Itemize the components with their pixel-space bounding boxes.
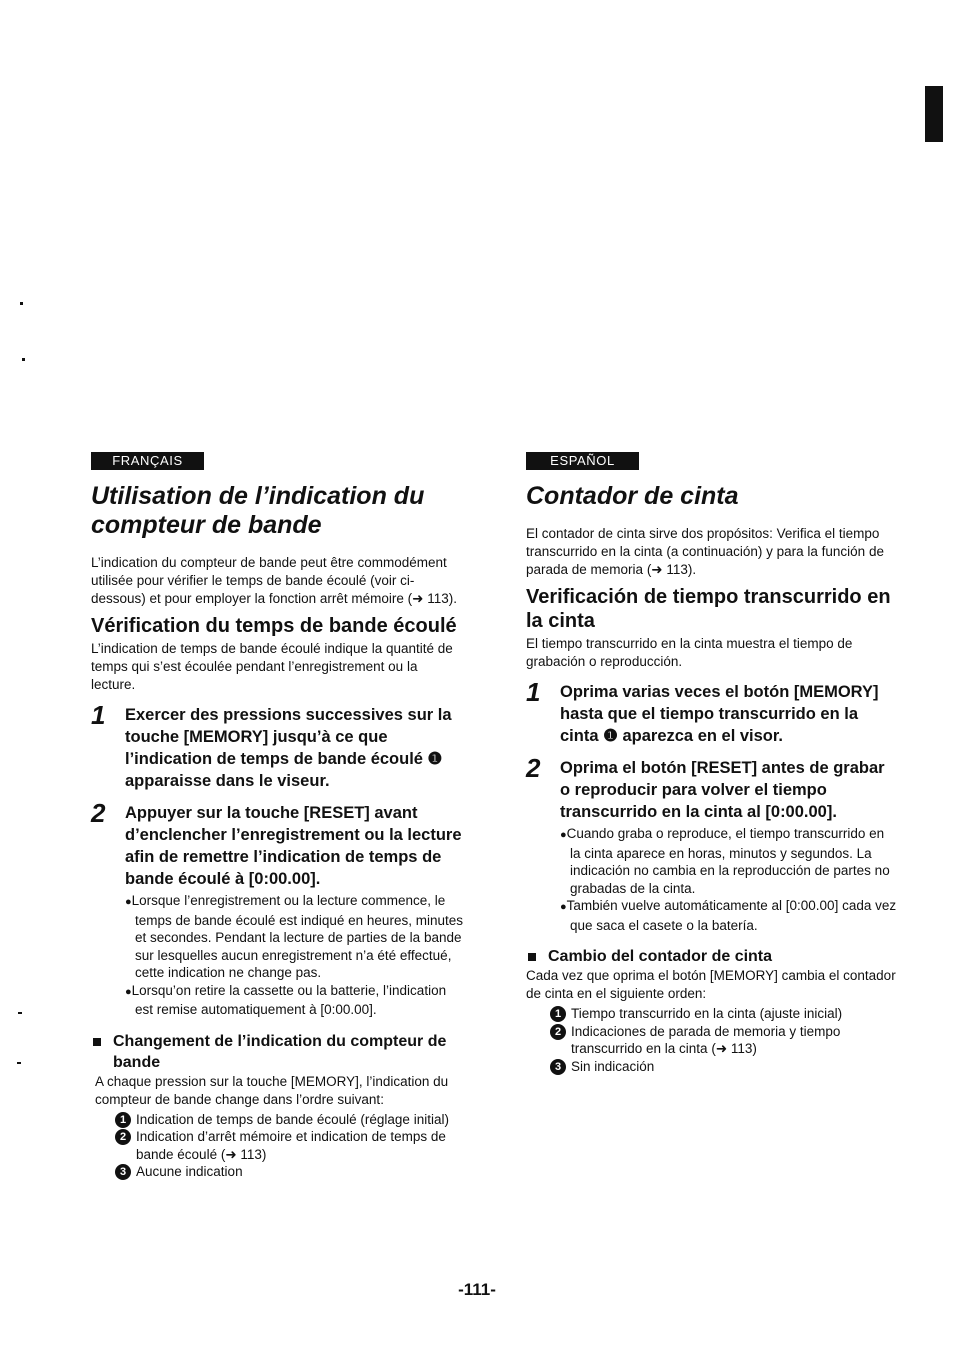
subheading: Vérification du temps de bande écoulé [91,615,457,637]
step-number: 1 [526,677,541,707]
order-text: Indication d’arrêt mémoire et indication de temps de bande écoulé (➜ 113) [136,1129,446,1162]
intro-paragraph: El contador de cinta sirve dos propósitos: Verifica el tiempo transcurrido en la cinta (a continuación) y para la función de parada de memoria (➜ 113). [526,526,884,577]
square-bullet-icon [93,1038,101,1046]
step-2 [526,753,898,823]
step-number: 2 [526,753,541,783]
subheading-paragraph: L’indication de temps de bande écoulé indique la quantité de temps qui s’est écoulée pendant l’enregistrement ou la lecture. [91,641,453,692]
order-item [550,1058,898,1076]
section-title: Utilisation de l’indication du compteur de bande [91,482,425,539]
circled-number-icon: 3 [550,1059,566,1075]
step-instruction: Oprima varias veces el botón [MEMORY] hasta que el tiempo transcurrido en la cinta ❶ aparezca en el visor. [560,683,879,745]
order-text: Sin indicación [571,1058,655,1074]
subsection-paragraph: A chaque pression sur la touche [MEMORY], l’indication du compteur de bande change dans l’ordre suivant: [95,1073,449,1107]
scan-speck [20,302,23,305]
circled-number-icon: 1 [115,1112,131,1128]
circled-number-icon: 2 [550,1024,566,1040]
bullet-icon: ● [125,985,132,998]
page-edge-tab [925,86,943,142]
subheading-paragraph: El tiempo transcurrido en la cinta muestra el tiempo de grabación o reproducción. [526,636,853,669]
counter-change-heading [91,1031,463,1073]
step-number: 2 [91,798,106,828]
circled-number-icon: 2 [115,1129,131,1145]
section-title: Contador de cinta [526,482,739,510]
scan-speck [18,1012,22,1014]
scan-speck [17,1062,21,1064]
order-list [550,1005,898,1075]
subsection-title: Cambio del contador de cinta [548,948,773,965]
note-list [560,825,898,934]
circled-number-icon: 3 [115,1164,131,1180]
note-text: También vuelve automáticamente al [0:00.00] cada vez que saca el casete o la batería. [566,898,897,933]
bullet-icon: ● [560,829,567,841]
subsection-title: Changement de l’indication du compteur de bande [113,1032,447,1071]
step-2 [91,798,463,890]
order-text: Indicaciones de parada de memoria y tiempo transcurrido en la cinta (➜ 113) [571,1023,841,1056]
order-text: Indication de temps de bande écoulé (réglage initial) [136,1111,449,1127]
order-item [115,1128,463,1163]
circled-number-icon: 1 [550,1006,566,1022]
order-item [550,1005,898,1023]
note-item [125,982,463,1019]
scan-speck [22,358,25,361]
step-1 [91,700,463,792]
page-number: -111- [458,1280,496,1299]
note-text: Lorsqu’on retire la cassette ou la batterie, l’indication est remise automatiquement à [0:00.00]. [131,982,447,1017]
step-instruction: Oprima el botón [RESET] antes de grabar o reproducir para volver el tiempo transcurrido en la cinta al [0:00.00]. [560,759,885,821]
spanish-column [526,452,898,1075]
note-item [560,825,898,897]
note-text: Lorsque l’enregistrement ou la lecture commence, le temps de bande écoulé est indiqué en heures, minutes et secondes. Pendant la lecture de parties de la bande sur lesquelles aucun enregistrement n’a été effectué, cette indication ne change pas. [131,893,463,980]
intro-paragraph: L’indication du compteur de bande peut être commodément utilisée pour vérifier le temps de bande écoulé (voir ci-dessous) et pour employer la fonction arrêt mémoire (➜ 113). [91,555,457,606]
language-tag: ESPAÑOL [526,452,639,470]
order-text: Aucune indication [136,1164,243,1179]
step-instruction: Exercer des pressions successives sur la touche [MEMORY] jusqu’à ce que l’indication de temps de bande écoulé ❶ apparaisse dans le viseur. [125,706,452,790]
order-item [115,1111,463,1129]
note-item [560,897,898,934]
order-item [550,1023,898,1058]
language-tag: FRANÇAIS [91,452,204,470]
square-bullet-icon [528,953,536,961]
note-list [125,892,463,1019]
step-number: 1 [91,700,106,730]
step-1 [526,677,898,747]
order-list [115,1111,463,1181]
counter-change-heading [526,946,898,967]
order-item [115,1163,463,1181]
subsection-paragraph: Cada vez que oprima el botón [MEMORY] cambia el contador de cinta en el siguiente orden: [526,968,896,1001]
subheading: Verificación de tiempo transcurrido en la cinta [526,586,891,632]
note-text: Cuando graba o reproduce, el tiempo transcurrido en la cinta aparece en horas, minutos y segundos. La indicación no cambia en la reproducción de partes no grabadas de la cinta. [566,826,890,896]
french-column [91,452,463,1181]
bullet-icon: ● [125,896,132,908]
bullet-icon: ● [560,901,567,913]
order-text: Tiempo transcurrido en la cinta (ajuste inicial) [571,1006,843,1021]
note-item [125,892,463,982]
step-instruction: Appuyer sur la touche [RESET] avant d’enclencher l’enregistrement ou la lecture afin de remettre l’indication de temps de bande écoulé à [0:00.00]. [125,804,462,888]
